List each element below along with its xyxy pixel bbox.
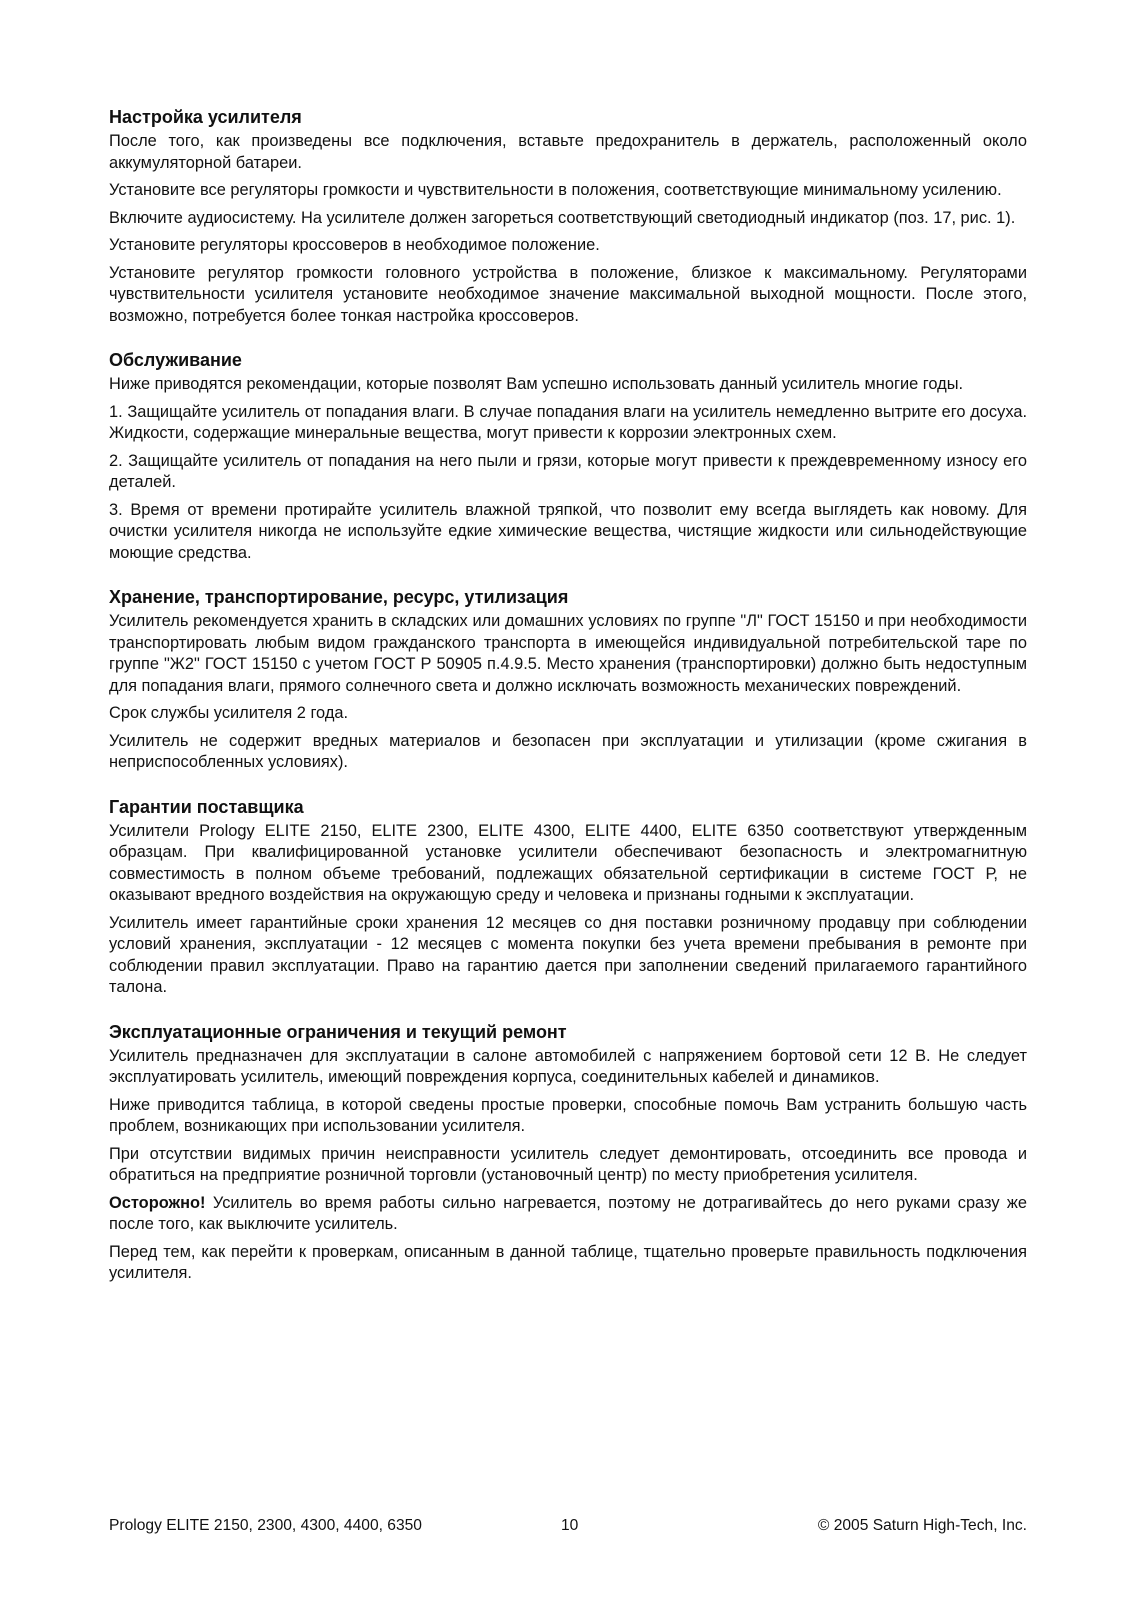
paragraph: Включите аудиосистему. На усилителе должен загореться соответствующий светодиодный индикатор (поз. 17, рис. 1). bbox=[109, 208, 1016, 227]
section-storage-transport bbox=[109, 586, 1027, 774]
paragraph: Ниже приводится таблица, в которой сведены простые проверки, способные помочь Вам устранить большую часть проблем, возникающих при использовании усилителя. bbox=[109, 1095, 1027, 1135]
section-supplier-warranty bbox=[109, 796, 1027, 999]
warning-text: Усилитель во время работы сильно нагревается, поэтому не дотрагивайтесь до него руками сразу же после того, как выключите усилитель. bbox=[109, 1193, 1027, 1233]
page-number: 10 bbox=[561, 1517, 579, 1534]
document-page bbox=[109, 106, 1027, 1307]
paragraph: Усилители Prology ELITE 2150, ELITE 2300, ELITE 4300, ELITE 4400, ELITE 6350 соответствуют утвержденным образцам. При квалифицированной установке усилители обеспечивают безопасность и электромагнитную совместимость в полном объеме требований, подлежащих обязательной сертификации в системе ГОСТ Р, не оказывают вредного воздействия на окружающую среду и человека и признаны годными к эксплуатации. bbox=[109, 821, 1027, 904]
page-footer bbox=[109, 1515, 1027, 1537]
paragraph: Установите регуляторы кроссоверов в необходимое положение. bbox=[109, 236, 600, 254]
paragraph: Усилитель предназначен для эксплуатации в салоне автомобилей с напряжением бортовой сети 12 В. Не следует эксплуатировать усилитель, имеющий повреждения корпуса, соединительных кабелей и динамиков. bbox=[109, 1046, 1027, 1086]
section-title: Гарантии поставщика bbox=[109, 796, 304, 817]
paragraph: После того, как произведены все подключения, вставьте предохранитель в держатель, расположенный около аккумуляторной батареи. bbox=[109, 132, 1027, 172]
section-amplifier-setup bbox=[109, 106, 1027, 327]
section-title: Хранение, транспортирование, ресурс, утилизация bbox=[109, 587, 569, 607]
footer-copyright: © 2005 Saturn High-Tech, Inc. bbox=[817, 1517, 1027, 1534]
footer-product-models: Prology ELITE 2150, 2300, 4300, 4400, 6350 bbox=[109, 1517, 422, 1534]
paragraph: Установите регулятор громкости головного устройства в положение, близкое к максимальному. Регуляторами чувствительности усилителя установите необходимое значение максимальной выходной мощности. После этого, возможно, потребуется более тонкая настройка кроссоверов. bbox=[109, 263, 1027, 325]
section-maintenance bbox=[109, 349, 1027, 564]
paragraph: Усилитель не содержит вредных материалов и безопасен при эксплуатации и утилизации (кроме сжигания в неприспособленных условиях). bbox=[109, 731, 1027, 771]
paragraph: Усилитель рекомендуется хранить в складских или домашних условиях по группе "Л" ГОСТ 15150 и при необходимости транспортировать любым видом гражданского транспорта в имеющейся индивидуальной потребительской таре по группе "Ж2" ГОСТ 15150 с учетом ГОСТ Р 50905 п.4.9.5. Место хранения (транспортировки) должно быть недоступным для попадания влаги, прямого солнечного света и должно исключать возможность механических повреждений. bbox=[109, 612, 1027, 695]
paragraph: Перед тем, как перейти к проверкам, описанным в данной таблице, тщательно проверьте правильность подключения усилителя. bbox=[109, 1242, 1027, 1282]
section-title: Эксплуатационные ограничения и текущий ремонт bbox=[109, 1021, 567, 1042]
list-item: 1. Защищайте усилитель от попадания влаги. В случае попадания влаги на усилитель немедленно вытрите его досуха. Жидкости, содержащие минеральные вещества, могут привести к коррозии электронных схем. bbox=[109, 402, 1027, 442]
list-item: 3. Время от времени протирайте усилитель влажной тряпкой, что позволит ему всегда выглядеть как новому. Для очистки усилителя никогда не используйте едкие химические вещества, чистящие жидкости или сильнодействующие моющие средства. bbox=[109, 500, 1027, 562]
warning-paragraph bbox=[109, 1193, 1027, 1236]
section-title: Обслуживание bbox=[109, 350, 242, 370]
paragraph: Установите все регуляторы громкости и чувствительности в положения, соответствующие минимальному усилению. bbox=[109, 181, 1002, 199]
warning-label: Осторожно! bbox=[109, 1193, 206, 1212]
paragraph: Усилитель имеет гарантийные сроки хранения 12 месяцев со дня поставки розничному продавцу при соблюдении условий хранения, эксплуатации - 12 месяцев с момента покупки без учета времени пребывания в ремонте при соблюдении правил эксплуатации. Право на гарантию дается при заполнении сведений прилагаемого гарантийного талона. bbox=[109, 913, 1027, 996]
section-title: Настройка усилителя bbox=[109, 107, 302, 127]
paragraph: При отсутствии видимых причин неисправности усилитель следует демонтировать, отсоединить все провода и обратиться на предприятие розничной торговли (установочный центр) по месту приобретения усилителя. bbox=[109, 1144, 1027, 1184]
list-item: 2. Защищайте усилитель от попадания на него пыли и грязи, которые могут привести к преждевременному износу его деталей. bbox=[109, 451, 1027, 491]
paragraph: Ниже приводятся рекомендации, которые позволят Вам успешно использовать данный усилитель многие годы. bbox=[109, 375, 964, 393]
section-operating-limits bbox=[109, 1021, 1027, 1285]
paragraph: Срок службы усилителя 2 года. bbox=[109, 704, 349, 722]
